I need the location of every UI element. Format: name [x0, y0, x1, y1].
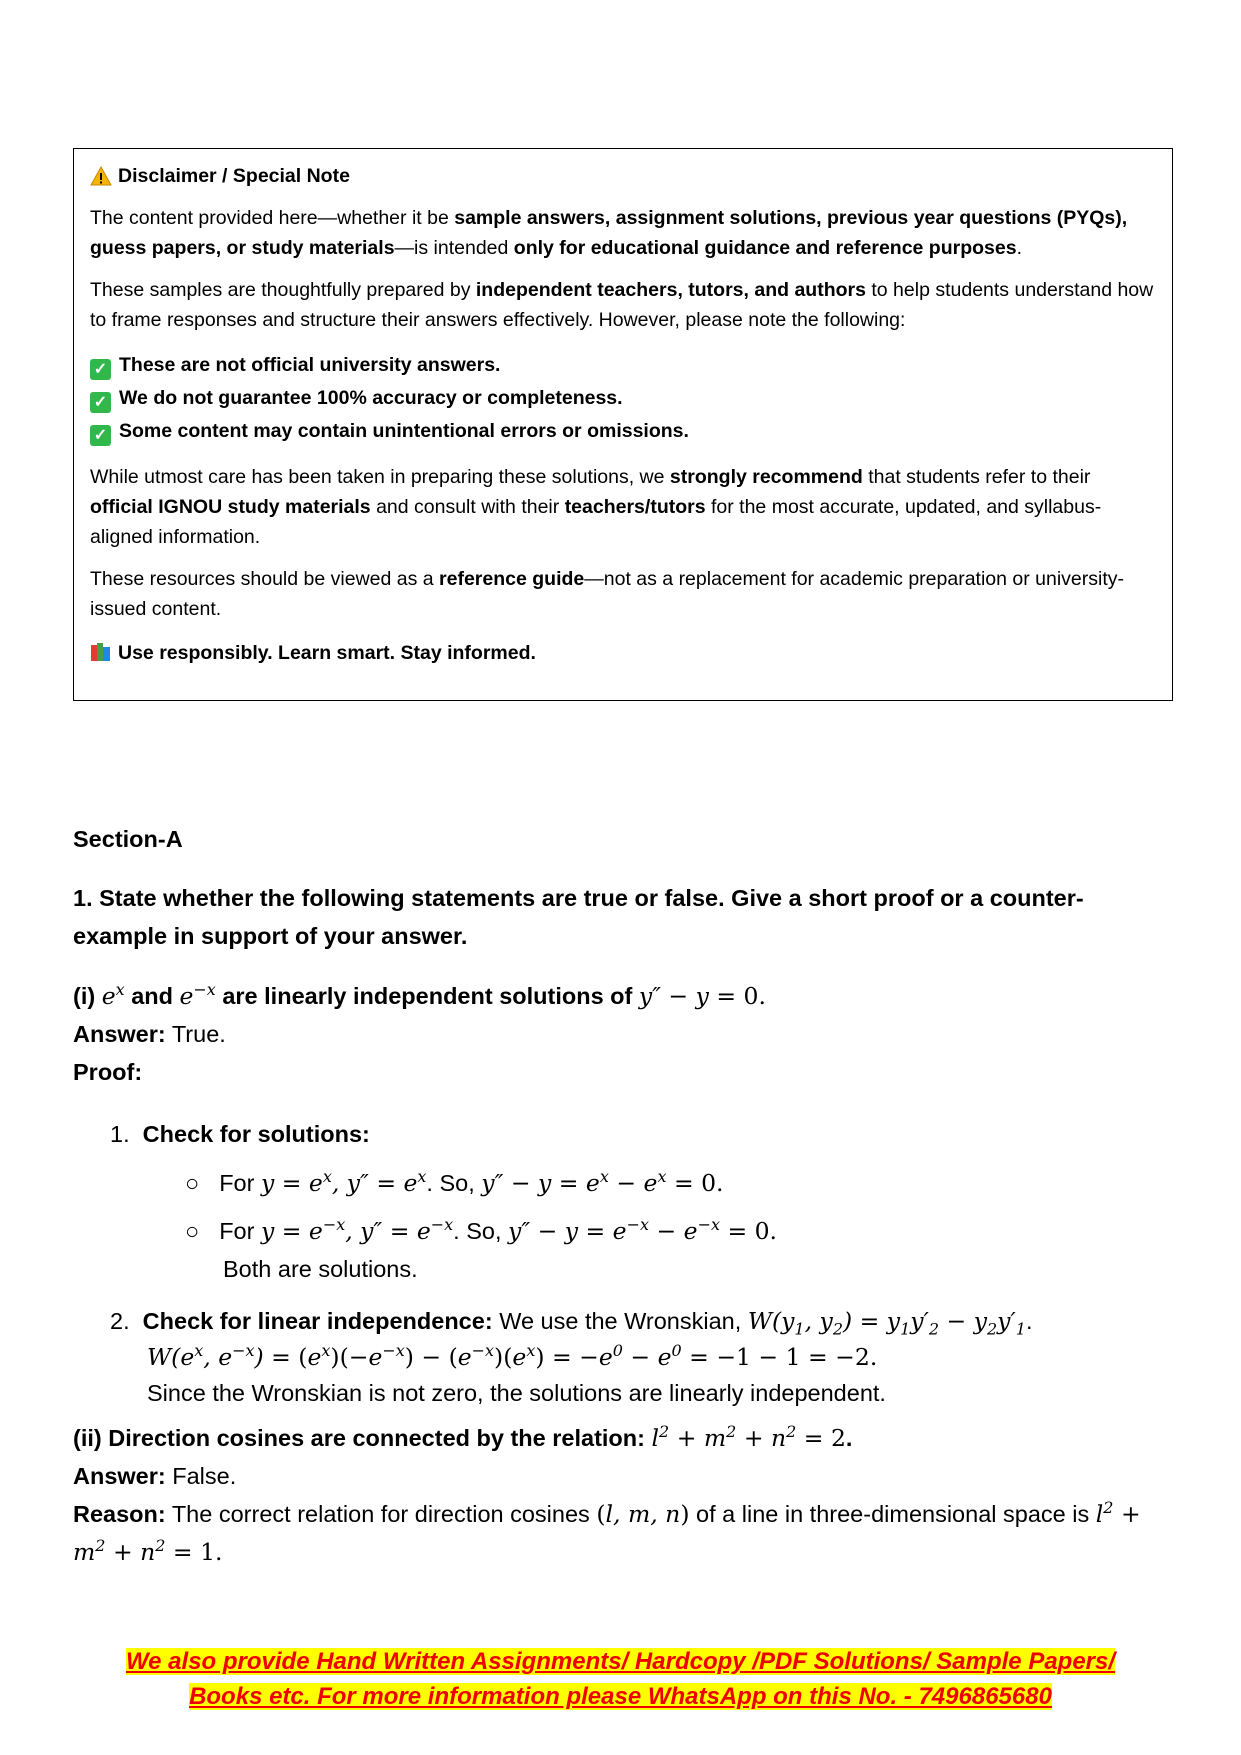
check-item: ✓ Some content may contain unintentional errors or omissions. — [90, 415, 1156, 448]
step-1-bullet-1: ○ For $y = e^x$, $y'' = e^x$. So, $y'' - y = e^x - e^x = 0$. — [185, 1167, 724, 1197]
check-item: ✓ We do not guarantee 100% accuracy or completeness. — [90, 382, 1156, 415]
part-ii-statement: (ii) Direction cosines are connected by the relation: $l^2 + m^2 + n^2 = 2$. — [73, 1422, 853, 1452]
disclaimer-closing: Use responsibly. Learn smart. Stay informed. — [90, 638, 1156, 668]
check-list — [90, 349, 1156, 448]
part-i-answer: Answer: True. — [73, 1021, 226, 1047]
wronskian-calc: $W(e^x$, $e^{-x}) = (e^x)(-e^{-x}) - (e^{-x})(e^x) = -e^0 - e^0 = -1 - 1 = -2$. — [147, 1341, 878, 1371]
footer-line-2: Books etc. For more information please WhatsApp on this No. - 7496865680 — [189, 1683, 1052, 1710]
disclaimer-heading: Disclaimer / Special Note — [90, 161, 1156, 191]
disclaimer-paragraph-3: While utmost care has been taken in preparing these solutions, we strongly recommend that students refer to their official IGNOU study materials and consult with their teachers/tutors for the most accurate, updated, and syllabus-aligned information. — [90, 466, 1102, 548]
check-icon: ✓ — [90, 392, 111, 413]
proof-label: Proof: — [73, 1059, 143, 1085]
step-1-bullet-2: ○ For $y = e^{-x}$, $y'' = e^{-x}$. So, $y'' - y = e^{-x} - e^{-x} = 0$. — [185, 1215, 778, 1245]
wronskian-conclusion: Since the Wronskian is not zero, the solutions are linearly independent. — [147, 1380, 886, 1406]
footer-promo — [0, 1644, 1241, 1714]
part-ii-answer: Answer: False. — [73, 1463, 237, 1489]
disclaimer-box — [73, 148, 1173, 701]
disclaimer-paragraph-2: These samples are thoughtfully prepared by independent teachers, tutors, and authors to help students understand how to frame responses and structure their answers effectively. However, please note the following: — [90, 279, 1154, 331]
step-1: 1. Check for solutions: — [110, 1121, 370, 1147]
question-1: 1. State whether the following statements are true or false. Give a short proof or a counter-example in support of your answer. — [73, 885, 1084, 949]
step-2: 2. Check for linear independence: We use the Wronskian, $W(y_1$, $y_2) = y_1y'_2 - y_2y'_1$. — [110, 1307, 1033, 1339]
check-icon: ✓ — [90, 425, 111, 446]
part-ii-reason: Reason: The correct relation for direction cosines (l, m, n) of a line in three-dimensional space is $l^2 + m^2 + n^2 = 1$. — [73, 1498, 1141, 1566]
check-item: ✓ These are not official university answers. — [90, 349, 1156, 382]
books-icon — [90, 642, 112, 662]
section-title: Section-A — [73, 826, 183, 852]
disclaimer-paragraph-4: These resources should be viewed as a reference guide—not as a replacement for academic preparation or university-issued content. — [90, 568, 1125, 620]
check-icon: ✓ — [90, 359, 111, 380]
part-i-statement: (i) $e^x$ and $e^{-x}$ are linearly independent solutions of y″ − y = 0. — [73, 980, 766, 1010]
both-solutions: Both are solutions. — [223, 1256, 418, 1282]
warning-icon — [90, 166, 112, 186]
disclaimer-paragraph-1: The content provided here—whether it be sample answers, assignment solutions, previous year questions (PYQs), guess papers, or study materials—is intended only for educational guidance and reference purposes. — [90, 207, 1128, 259]
footer-line-1: We also provide Hand Written Assignments/ Hardcopy /PDF Solutions/ Sample Papers/ — [125, 1648, 1116, 1675]
